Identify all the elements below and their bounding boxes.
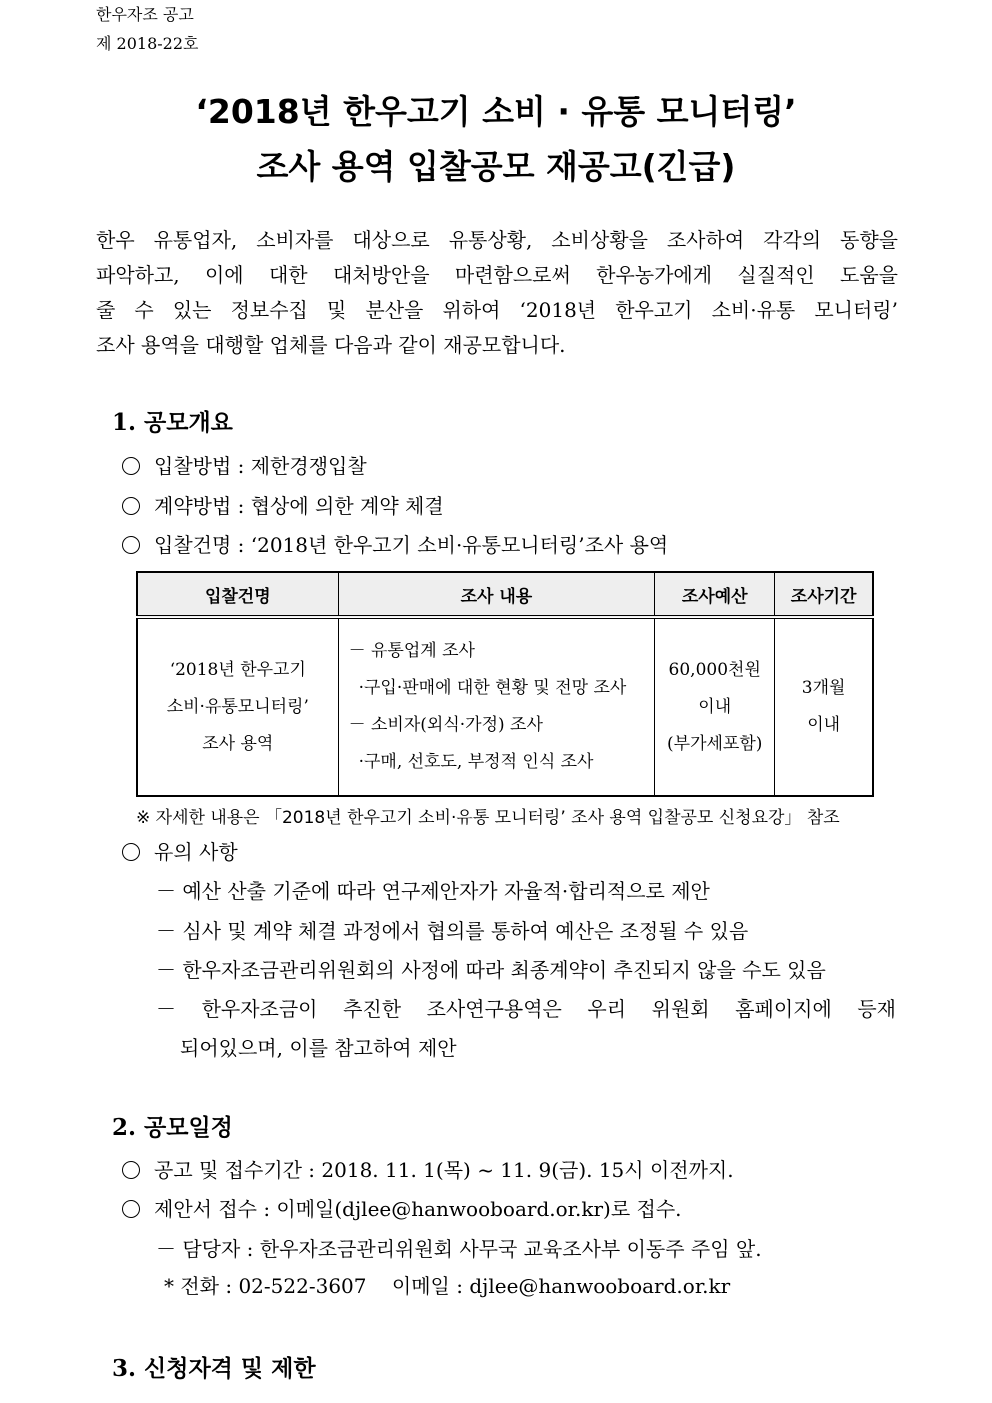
circle-bullet-icon	[122, 536, 140, 554]
col-header-budget: 조사예산	[655, 572, 775, 617]
section3-heading: 3. 신청자격 및 제한	[112, 1355, 316, 1382]
col-header-content: 조사 내용	[338, 572, 655, 617]
cell-budget: 60,000천원 이내 (부가세포함)	[655, 617, 775, 796]
circle-bullet-icon	[122, 843, 140, 861]
intro-line-4: 조사 용역을 대행할 업체를 다음과 같이 재공모합니다.	[96, 333, 566, 357]
circle-bullet-icon	[122, 457, 140, 475]
caution-item-4-cont: 되어있으며, 이를 참고하여 제안	[180, 1036, 457, 1060]
col-header-bid-name: 입찰건명	[137, 572, 338, 617]
bullet-schedule: 공고 및 접수기간 : 2018. 11. 1(목) ~ 11. 9(금). 15시 이전까지.	[122, 1154, 734, 1183]
col-header-period: 조사기간	[775, 572, 873, 617]
doc-title-line2: 조사 용역 입찰공모 재공고(긴급)	[256, 147, 736, 186]
bullet-cautions: 유의 사항	[122, 836, 238, 865]
caution-item-2: － 심사 및 계약 체결 과정에서 협의를 통하여 예산은 조정될 수 있음	[156, 919, 749, 943]
bullet-bid-method: 입찰방법 : 제한경쟁입찰	[122, 450, 367, 479]
caution-item-4: － 한우자조금이 추진한 조사연구용역은 우리 위원회 홈페이지에 등재	[156, 997, 896, 1021]
bid-summary-table	[136, 571, 874, 797]
table-header-row	[137, 572, 873, 617]
bullet-bid-name: 입찰건명 : ‘2018년 한우고기 소비·유통모니터링’조사 용역	[122, 529, 668, 558]
intro-line-3: 줄 수 있는 정보수집 및 분산을 위하여 ‘2018년 한우고기 소비·유통 모니터링’	[96, 298, 898, 322]
table-row	[137, 617, 873, 796]
reference-note: ※ 자세한 내용은 「2018년 한우고기 소비·유통 모니터링’ 조사 용역 입찰공모 신청요강」 참조	[136, 808, 840, 828]
cell-bid-name: ‘2018년 한우고기 소비·유통모니터링’ 조사 용역	[137, 617, 338, 796]
intro-line-2: 파악하고, 이에 대한 대처방안을 마련함으로써 한우농가에게 실질적인 도움을	[96, 263, 898, 287]
notice-org: 한우자조 공고	[96, 5, 194, 24]
circle-bullet-icon	[122, 1200, 140, 1218]
bullet-contract-method: 계약방법 : 협상에 의한 계약 체결	[122, 490, 444, 519]
doc-title-line1: ‘2018년 한우고기 소비 · 유통 모니터링’	[195, 92, 797, 131]
circle-bullet-icon	[122, 497, 140, 515]
notice-number: 제 2018-22호	[96, 34, 199, 53]
intro-line-1: 한우 유통업자, 소비자를 대상으로 유통상황, 소비상황을 조사하여 각각의 동향을	[96, 228, 898, 252]
cell-period: 3개월 이내	[775, 617, 873, 796]
circle-bullet-icon	[122, 1161, 140, 1179]
caution-item-3: － 한우자조금관리위원회의 사정에 따라 최종계약이 추진되지 않을 수도 있음	[156, 958, 826, 982]
bullet-submission: 제안서 접수 : 이메일(djlee@hanwooboard.or.kr)로 접수.	[122, 1193, 682, 1222]
contact-person: － 담당자 : 한우자조금관리위원회 사무국 교육조사부 이동주 주임 앞.	[156, 1237, 762, 1261]
cell-content: － 유통업계 조사 ·구입·판매에 대한 현황 및 전망 조사 － 소비자(외식·가정) 조사 ·구매, 선호도, 부정적 인식 조사	[338, 617, 655, 796]
caution-item-1: － 예산 산출 기준에 따라 연구제안자가 자율적·합리적으로 제안	[156, 879, 710, 903]
section1-heading: 1. 공모개요	[112, 409, 233, 436]
section2-heading: 2. 공모일정	[112, 1114, 233, 1141]
contact-phone-email: * 전화 : 02-522-3607 이메일 : djlee@hanwooboard.or.kr	[164, 1274, 731, 1298]
